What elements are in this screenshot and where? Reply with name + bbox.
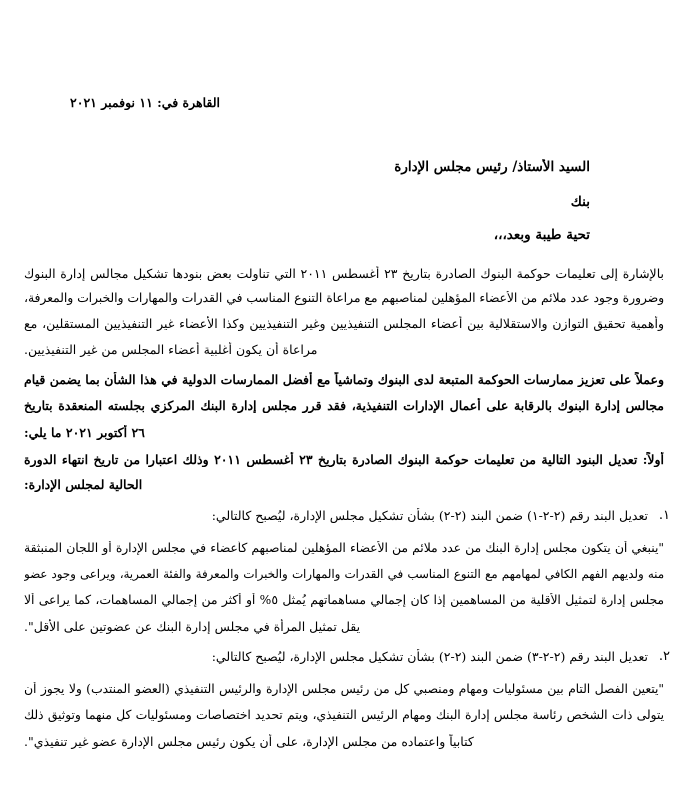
item2-number: .٢: [658, 649, 670, 664]
decision-line: مجالس إدارة البنوك بالرقابة على أعمال الإدارات التنفيذية، فقد قرر مجلس إدارة البنك المركزي بجلسته المنعقدة بتاريخ: [24, 398, 664, 413]
intro-line: بالإشارة إلى تعليمات حوكمة البنوك الصادرة بتاريخ ٢٣ أغسطس ٢٠١١ التي تناولت بعض بنودها تشكيل مجالس إدارة البنوك: [24, 266, 664, 281]
decision-line: وعملاً على تعزيز ممارسات الحوكمة المتبعة لدى البنوك وتماشياً مع أفضل الممارسات الدولية في هذا الشأن بما يضمن قيام: [24, 372, 664, 387]
intro-line: وأهمية تحقيق التوازن والاستقلالية بين أعضاء المجلس التنفيذيين وغير التنفيذيين وكذا الأعضاء غير التنفيذيين المستقلين، مع: [24, 316, 664, 331]
first-clause-line: أولاً: تعديل البنود التالية من تعليمات حوكمة البنوك الصادرة بتاريخ ٢٣ أغسطس ٢٠١١ وذلك اعتبارا من تاريخ انتهاء الدورة: [24, 452, 664, 467]
item1-body-line: منه ولديهم الفهم الكافي لمهامهم مع التنوع المناسب في القدرات والمهارات والخبرات والمعرفة والفئة العمرية، ويراعى وجود عضو: [24, 567, 664, 581]
item2-heading: تعديل البند رقم (٢-٢-٣) ضمن البند (٢-٢) بشأن تشكيل مجلس الإدارة، ليُصبح كالتالي:: [211, 649, 648, 664]
item2-body-line: كتابياً واعتماده من مجلس الإدارة، على أن يكون رئيس مجلس الإدارة عضو غير تنفيذي".: [24, 734, 474, 749]
item1-body-line: "ينبغي أن يتكون مجلس إدارة البنك من عدد ملائم من الأعضاء المؤهلين لمناصبهم كأعضاء في مجلس الإدارة أو اللجان المنبثقة: [24, 541, 664, 555]
intro-line: وضرورة وجود عدد ملائم من الأعضاء المؤهلين لمناصبهم مع مراعاة التنوع المناسب في القدرات والمهارات والخبرات والمعرفة،: [24, 291, 664, 305]
date-line: القاهرة في: ١١ نوفمبر ٢٠٢١: [70, 95, 220, 110]
recipient-line: السيد الأستاذ/ رئيس مجلس الإدارة: [394, 159, 590, 175]
item1-heading: تعديل البند رقم (٢-٢-١) ضمن البند (٢-٢) بشأن تشكيل مجلس الإدارة، ليُصبح كالتالي:: [211, 508, 648, 523]
decision-line: ٢٦ أكتوبر ٢٠٢١ ما يلي:: [24, 425, 145, 440]
item1-number: .١: [658, 508, 670, 523]
intro-line: مراعاة أن يكون أغلبية أعضاء المجلس من غير التنفيذيين.: [24, 342, 318, 357]
item2-body-line: "يتعين الفصل التام بين مسئوليات ومهام ومنصبي كلٍ من رئيس مجلس الإدارة والرئيس التنفيذي (العضو المنتدب) ولا يجوز أن: [24, 682, 664, 696]
item1-body-line: يقل تمثيل المرأة في مجلس إدارة البنك عن عضوتين على الأقل".: [24, 619, 361, 634]
item2-body-line: يتولى ذات الشخص رئاسة مجلس إدارة البنك ومهام الرئيس التنفيذي، ويتم تحديد اختصاصات ومسئوليات كلٍ منهما وتوثيق ذلك: [24, 708, 664, 722]
bank-line: بنك: [570, 194, 590, 210]
first-clause-line: الحالية لمجلس الإدارة:: [24, 477, 143, 492]
greeting-line: تحية طيبة وبعد،،،: [493, 227, 590, 243]
item1-body-line: مجلس إدارة لتمثيل الأقلية من المساهمين إذا كان إجمالي مساهماتهم يُمثل ٥% أو أكثر من إجمالي المساهمات، كما يراعى ألا: [24, 593, 664, 607]
